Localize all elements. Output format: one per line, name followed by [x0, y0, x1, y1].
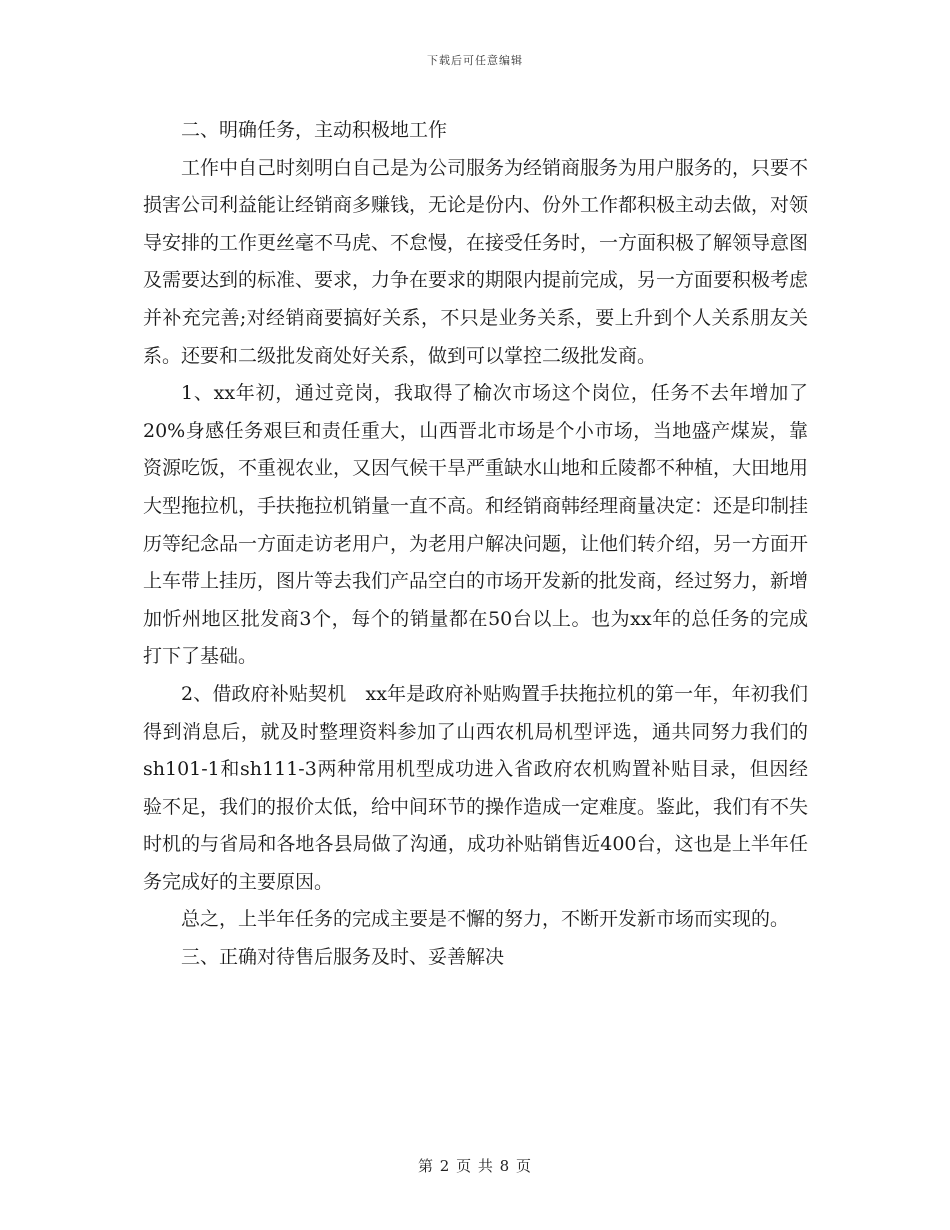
page-header-note: 下载后可任意编辑 — [427, 54, 523, 67]
paragraph-item-2: 2、借政府补贴契机 xx年是政府补贴购置手扶拖拉机的第一年，年初我们得到消息后，就及时整理资料参加了山西农机局机型评选，通共同努力我们的sh101-1和sh111-3两种常用机型成功进入省政府农机购置补贴目录，但因经验不足，我们的报价太低，给中间环节的操作造成一定难度。鉴此，我们有不失时机的与省局和各地各县局做了沟通，成功补贴销售近400台，这也是上半年任务完成好的主要原因。 — [143, 682, 809, 893]
document-body — [143, 112, 808, 977]
section-heading-3: 三、正确对待售后服务及时、妥善解决 — [181, 946, 505, 969]
page-number-footer: 第 2 页 共 8 页 — [418, 1157, 532, 1175]
paragraph: 工作中自己时刻明白自己是为公司服务为经销商服务为用户服务的，只要不损害公司利益能让经销商多赚钱，无论是份内、份外工作都积极主动去做，对领导安排的工作更丝毫不马虎、不怠慢，在接受任务时，一方面积极了解领导意图及需要达到的标准、要求，力争在要求的期限内提前完成，另一方面要积极考虑并补充完善;对经销商要搞好关系，不只是业务关系，要上升到个人关系朋友关系。还要和二级批发商处好关系，做到可以掌控二级批发商。 — [143, 156, 809, 367]
section-heading-2: 二、明确任务，主动积极地工作 — [181, 119, 448, 141]
paragraph-summary: 总之，上半年任务的完成主要是不懈的努力，不断开发新市场而实现的。 — [181, 908, 790, 931]
paragraph-item-1: 1、xx年初，通过竞岗，我取得了榆次市场这个岗位，任务不去年增加了20%身感任务艰巨和责任重大，山西晋北市场是个小市场，当地盛产煤炭，靠资源吃饭，不重视农业，又因气候干旱严重缺水山地和丘陵都不种植，大田地用大型拖拉机，手扶拖拉机销量一直不高。和经销商韩经理商量决定：还是印制挂历等纪念品一方面走访老用户，为老用户解决问题，让他们转介绍，另一方面开上车带上挂历，图片等去我们产品空白的市场开发新的批发商，经过努力，新增加忻州地区批发商3个，每个的销量都在50台以上。也为xx年的总任务的完成打下了基础。 — [143, 382, 809, 668]
